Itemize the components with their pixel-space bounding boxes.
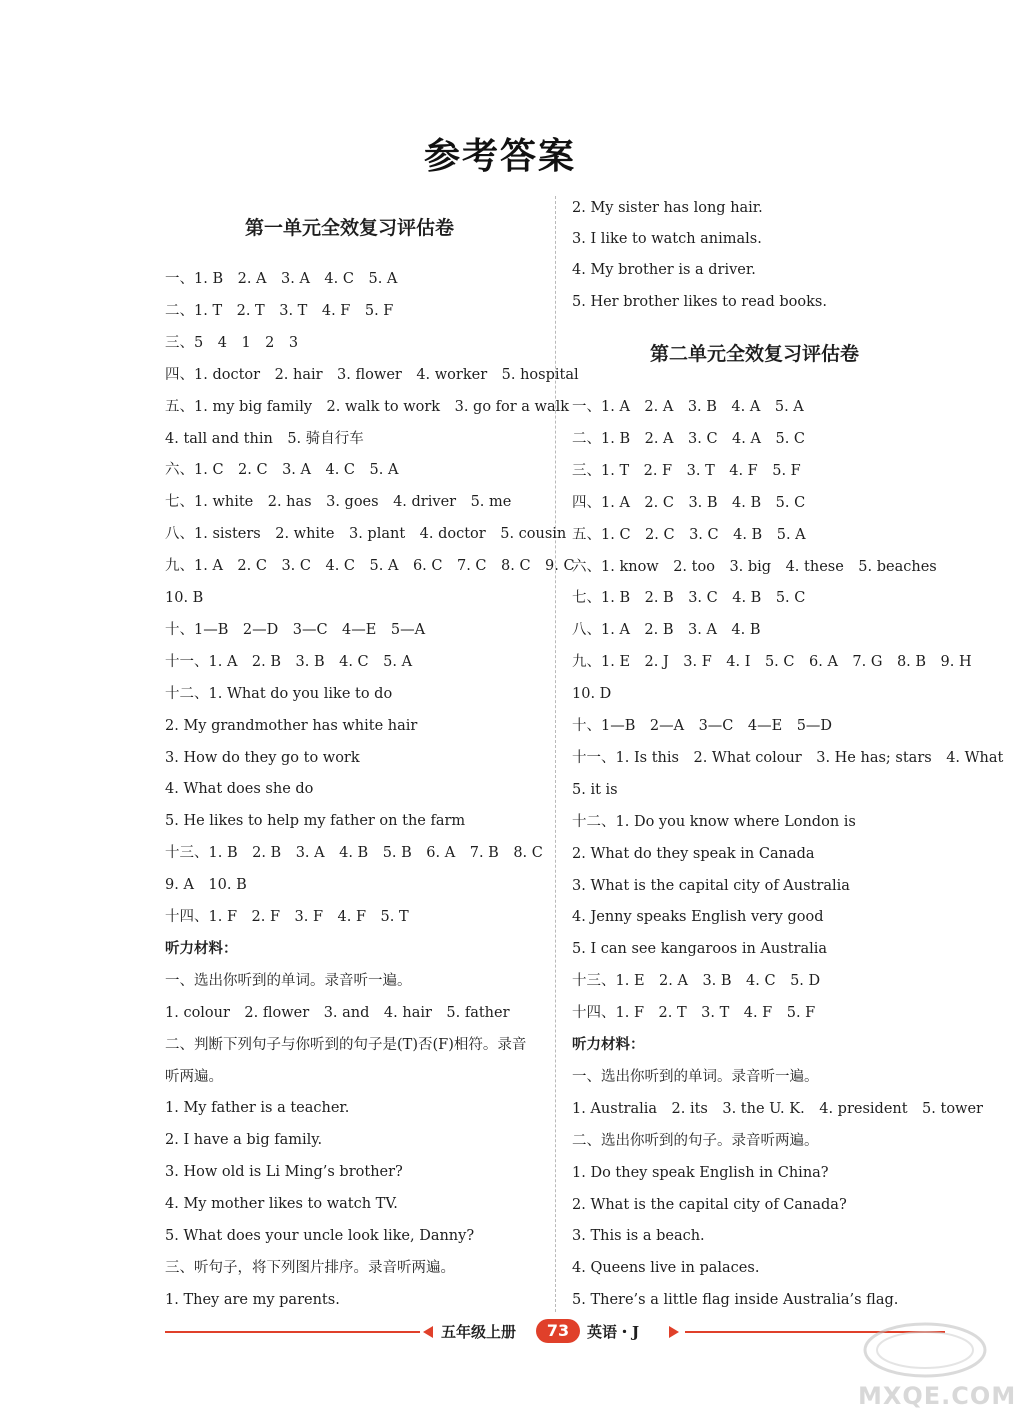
unit1-answer-line: 3. How do they go to work [165,749,360,766]
unit2-answer-line: 十二、1. Do you know where London is [572,813,856,830]
unit2-answer-line: 5. There’s a little flag inside Australia’s flag. [572,1292,899,1309]
unit1-answer-line: 5. What does your uncle look like, Danny? [165,1228,475,1244]
unit1-answer-line: 八、1. sisters 2. white 3. plant 4. doctor 5. cousin [165,526,567,543]
unit1-answer-line: 四、1. doctor 2. hair 3. flower 4. worker 5. hospital [165,366,579,383]
unit2-answer-line: 3. This is a beach. [572,1228,705,1245]
unit1-answer-line: 听两遍。 [165,1068,223,1085]
unit1-answer-line: 听力材料： [165,939,238,957]
unit1-section-title: 第一单元全效复习评估卷 [245,217,455,239]
unit2-answer-line: 十四、1. F 2. T 3. T 4. F 5. F [572,1005,816,1022]
unit1-answer-line: 二、1. T 2. T 3. T 4. F 5. F [165,302,394,319]
arrow-right-icon [669,1326,679,1338]
unit2-answer-line: 四、1. A 2. C 3. B 4. B 5. C [572,494,806,511]
unit1-answer-line: 2. My grandmother has white hair [165,717,418,734]
watermark-logo [858,1320,1016,1415]
unit2-answer-line: 一、1. A 2. A 3. B 4. A 5. A [572,399,804,415]
unit1-answer-line: 10. B [165,590,204,606]
arrow-left-icon [423,1326,433,1338]
unit1-answer-line: 一、1. B 2. A 3. A 4. C 5. A [165,271,398,287]
unit2-answer-line: 1. Do they speak English in China? [572,1164,829,1181]
unit1-answer-line: 二、判断下列句子与你听到的句子是(T)否(F)相符。录音 [165,1036,527,1053]
footer-subject: 英语・J [587,1323,640,1341]
unit2-answer-line: 五、1. C 2. C 3. C 4. B 5. A [572,526,806,543]
unit2-answer-line: 5. I can see kangaroos in Australia [572,941,828,958]
unit1-answer-line: 5. He likes to help my father on the farm [165,813,466,830]
unit1-answer-line: 六、1. C 2. C 3. A 4. C 5. A [165,462,399,479]
unit2-answer-line: 十、1—B 2—A 3—C 4—E 5—D [572,718,833,734]
unit1-answer-line: 一、选出你听到的单词。录音听一遍。 [165,972,412,989]
unit2-answer-line: 二、选出你听到的句子。录音听两遍。 [572,1132,819,1149]
unit1-answer-line: 十二、1. What do you like to do [165,685,393,702]
unit2-answer-line: 2. What is the capital city of Canada? [572,1196,847,1213]
unit1-answer-line: 十三、1. B 2. B 3. A 4. B 5. B 6. A 7. B 8. C [165,845,543,862]
unit1-answer-line: 4. My mother likes to watch TV. [165,1196,398,1213]
unit1-answer-line: 九、1. A 2. C 3. C 4. C 5. A 6. C 7. C 8. C 9. C [165,558,575,575]
unit1-answer-line: 4. tall and thin 5. 骑自行车 [165,430,364,447]
unit1-answer-line: 1. colour 2. flower 3. and 4. hair 5. father [165,1004,510,1021]
column-divider [555,196,556,1312]
unit1-answer-line: 3. How old is Li Ming’s brother? [165,1164,403,1181]
unit2-answer-line: 七、1. B 2. B 3. C 4. B 5. C [572,590,806,607]
unit2-answer-line: 4. Jenny speaks English very good [572,909,824,926]
unit1-answer-line: 十一、1. A 2. B 3. B 4. C 5. A [165,653,413,670]
unit1-answer-line: 4. What does she do [165,781,314,798]
watermark-logo-icon [858,1320,993,1380]
unit2-answer-line: 10. D [572,686,612,703]
unit2-answer-line: 八、1. A 2. B 3. A 4. B [572,622,761,639]
watermark-text: MXQE.COM [858,1382,1016,1410]
unit2-answer-line: 一、选出你听到的单词。录音听一遍。 [572,1068,819,1085]
unit1-answer-line: 十四、1. F 2. F 3. F 4. F 5. T [165,909,409,925]
unit1-answer-line: 1. They are my parents. [165,1291,340,1308]
unit1-listening-continued-line: 2. My sister has long hair. [572,200,763,216]
unit1-answer-line: 五、1. my big family 2. walk to work 3. go for a walk [165,398,570,415]
unit2-answer-line: 5. it is [572,781,618,798]
unit1-listening-continued-line: 5. Her brother likes to read books. [572,293,827,310]
footer-rule-left [165,1331,420,1333]
unit2-answer-line: 3. What is the capital city of Australia [572,877,850,894]
unit2-answer-line: 4. Queens live in palaces. [572,1260,760,1277]
unit2-section-title: 第二单元全效复习评估卷 [650,343,860,365]
unit1-listening-continued-line: 3. I like to watch animals. [572,231,762,248]
page-number-badge: 73 [536,1319,580,1343]
unit2-answer-line: 九、1. E 2. J 3. F 4. I 5. C 6. A 7. G 8. B 9. H [572,654,972,671]
unit1-answer-line: 2. I have a big family. [165,1132,323,1149]
unit1-answer-line: 三、听句子，将下列图片排序。录音听两遍。 [165,1259,455,1276]
unit2-answer-line: 1. Australia 2. its 3. the U. K. 4. president 5. tower [572,1100,983,1117]
unit2-answer-line: 三、1. T 2. F 3. T 4. F 5. F [572,462,801,479]
page-footer [165,1318,945,1348]
unit2-answer-line: 二、1. B 2. A 3. C 4. A 5. C [572,430,806,447]
unit1-answer-line: 三、5 4 1 2 3 [165,334,299,351]
unit1-listening-continued-line: 4. My brother is a driver. [572,262,756,279]
unit1-answer-line: 1. My father is a teacher. [165,1100,350,1117]
unit1-answer-line: 七、1. white 2. has 3. goes 4. driver 5. me [165,494,512,511]
unit2-answer-line: 听力材料： [572,1036,645,1053]
unit2-answer-line: 2. What do they speak in Canada [572,845,815,862]
page-title: 参考答案 [423,135,576,177]
footer-grade: 五年级上册 [441,1323,517,1341]
unit2-answer-line: 六、1. know 2. too 3. big 4. these 5. beaches [572,558,937,575]
unit2-answer-line: 十三、1. E 2. A 3. B 4. C 5. D [572,973,821,990]
unit2-answer-line: 十一、1. Is this 2. What colour 3. He has; stars 4. What [572,749,1004,766]
unit1-answer-line: 9. A 10. B [165,877,247,894]
unit1-answer-line: 十、1—B 2—D 3—C 4—E 5—A [165,621,426,638]
